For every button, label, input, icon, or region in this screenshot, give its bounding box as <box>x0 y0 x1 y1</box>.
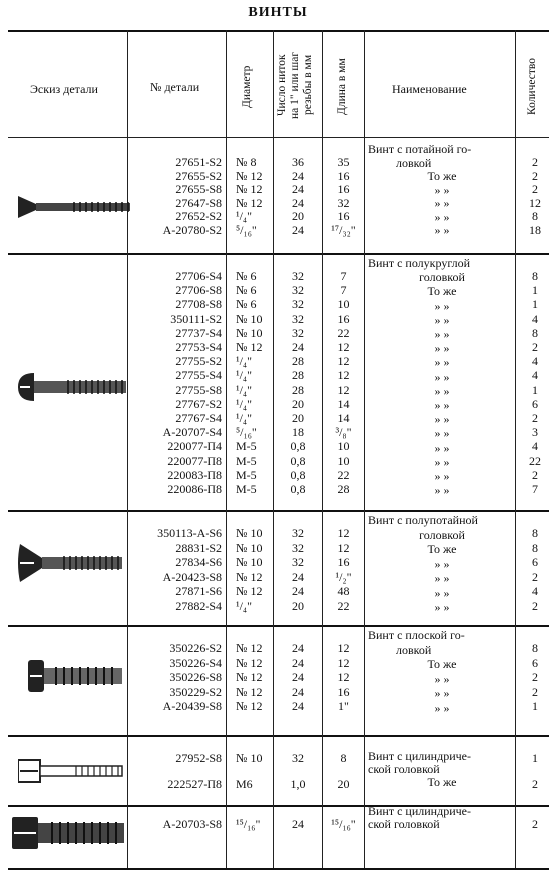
threads-value: 24 <box>292 570 304 584</box>
header-sketch: Эскиз детали <box>30 82 98 96</box>
threads-value: 24 <box>292 584 304 598</box>
part-number: 27708-S8 <box>175 297 222 311</box>
length-value: 12 <box>337 526 350 540</box>
length-value: 22 <box>337 468 350 482</box>
threads-value: 24 <box>292 699 304 713</box>
diameter-value: № 8 <box>236 155 257 169</box>
cylinder-head-screw-icon <box>18 756 126 786</box>
quantity-value: 8 <box>532 541 538 555</box>
quantity-value: 6 <box>532 656 538 670</box>
diameter-value: ¹/₄" <box>236 383 253 397</box>
diameter-value: № 6 <box>236 283 257 297</box>
part-name-line: ловкой <box>396 156 432 170</box>
threads-value: 32 <box>292 526 304 540</box>
length-value: 16 <box>337 169 350 183</box>
threads-value: 32 <box>292 283 304 297</box>
quantity-value: 1 <box>532 283 538 297</box>
quantity-value: 6 <box>532 555 538 569</box>
part-number: 27952-S8 <box>175 751 222 765</box>
length-value: 16 <box>337 685 350 699</box>
part-name-line: То же <box>427 284 457 298</box>
diameter-value: № 10 <box>236 555 263 569</box>
part-number: 220077-П8 <box>167 454 222 468</box>
part-name-line: Винт с цилиндриче- <box>368 804 471 818</box>
threads-value: 28 <box>292 354 304 368</box>
quantity-value: 4 <box>532 354 538 368</box>
part-number: 27871-S6 <box>175 584 222 598</box>
threads-value: 32 <box>292 541 304 555</box>
part-name-line: То же <box>427 542 457 556</box>
round-head-screw-icon <box>18 370 130 404</box>
quantity-value: 8 <box>532 326 538 340</box>
part-name-line: » » <box>434 355 450 369</box>
length-value: 7 <box>340 269 347 283</box>
part-name-line: » » <box>434 426 450 440</box>
part-number: 27737-S4 <box>175 326 222 340</box>
threads-value: 18 <box>292 425 304 439</box>
part-number: А-20439-S8 <box>162 699 222 713</box>
diameter-value: ¹/₄" <box>236 209 253 223</box>
threads-value: 0,8 <box>290 454 306 468</box>
threads-value: 0,8 <box>290 439 306 453</box>
part-name-line: Винт с полукруглой <box>368 256 471 270</box>
threads-value: 32 <box>292 751 304 765</box>
threads-value: 24 <box>292 641 304 655</box>
part-number: 220083-П8 <box>167 468 222 482</box>
quantity-value: 2 <box>532 670 538 684</box>
length-value: 12 <box>337 383 350 397</box>
table-bottom-rule <box>8 868 549 870</box>
part-number: 28831-S2 <box>175 541 222 555</box>
part-name-line: » » <box>434 586 450 600</box>
diameter-value: № 12 <box>236 169 263 183</box>
quantity-value: 8 <box>532 209 538 223</box>
part-name-line: » » <box>434 557 450 571</box>
length-value: 12 <box>337 656 350 670</box>
part-name-line: » » <box>434 672 450 686</box>
quantity-value: 1 <box>532 751 538 765</box>
length-value: ¹⁵/₁₆" <box>331 817 356 831</box>
length-value: 10 <box>337 297 350 311</box>
part-number: 27755-S8 <box>175 383 222 397</box>
length-value: 12 <box>337 340 350 354</box>
header-qty: Количество <box>526 58 538 116</box>
diameter-value: М-5 <box>236 454 257 468</box>
quantity-value: 2 <box>532 777 538 791</box>
length-value: 14 <box>337 411 350 425</box>
part-number: 27755-S2 <box>175 354 222 368</box>
diameter-value: ¹/₄" <box>236 368 253 382</box>
diameter-value: № 6 <box>236 269 257 283</box>
length-value: 35 <box>337 155 350 169</box>
part-name-line: » » <box>434 196 450 210</box>
diameter-value: М-5 <box>236 482 257 496</box>
quantity-value: 6 <box>532 397 538 411</box>
quantity-value: 4 <box>532 312 538 326</box>
group-rule-4 <box>8 735 549 737</box>
length-value: 12 <box>337 354 350 368</box>
threads-value: 24 <box>292 340 304 354</box>
diameter-value: ⁵/₁₆" <box>236 425 257 439</box>
cylinder-head-screw-large-icon <box>12 815 128 851</box>
group-rule-1 <box>8 253 549 255</box>
countersunk-screw-icon <box>14 192 134 222</box>
threads-value: 24 <box>292 182 304 196</box>
part-name-line: То же <box>427 775 457 789</box>
quantity-value: 8 <box>532 269 538 283</box>
length-value: 22 <box>337 599 350 613</box>
quantity-value: 2 <box>532 155 538 169</box>
diameter-value: № 12 <box>236 584 263 598</box>
part-name-line: » » <box>434 327 450 341</box>
length-value: 12 <box>337 368 350 382</box>
threads-value: 24 <box>292 169 304 183</box>
part-number: 350226-S4 <box>169 656 222 670</box>
threads-value: 0,8 <box>290 468 306 482</box>
raised-countersunk-screw-icon <box>14 540 126 586</box>
diameter-value: ¹/₄" <box>236 397 253 411</box>
part-name-line: головкой <box>419 528 465 542</box>
quantity-value: 2 <box>532 169 538 183</box>
part-name-line: » » <box>434 600 450 614</box>
part-number: А-20423-S8 <box>162 570 222 584</box>
threads-value: 24 <box>292 656 304 670</box>
part-name-line: Винт с цилиндриче- <box>368 749 471 763</box>
length-value: 16 <box>337 209 350 223</box>
length-value: 7 <box>340 283 347 297</box>
diameter-value: № 12 <box>236 699 263 713</box>
quantity-value: 12 <box>529 196 541 210</box>
table-top-rule <box>8 30 549 32</box>
part-number: 222527-П8 <box>167 777 222 791</box>
part-name-line: » » <box>434 441 450 455</box>
length-value: 1" <box>338 699 349 713</box>
quantity-value: 7 <box>532 482 538 496</box>
part-name-line: » » <box>434 341 450 355</box>
threads-value: 24 <box>292 196 304 210</box>
length-value: 16 <box>337 555 350 569</box>
diameter-value: № 12 <box>236 570 263 584</box>
part-name-line: » » <box>434 412 450 426</box>
part-name-line: ской головкой <box>368 817 440 831</box>
length-value: ¹⁷/₃₂" <box>331 223 356 237</box>
quantity-value: 8 <box>532 641 538 655</box>
quantity-value: 18 <box>529 223 541 237</box>
part-number: 27706-S8 <box>175 283 222 297</box>
diameter-value: № 12 <box>236 182 263 196</box>
diameter-value: № 12 <box>236 670 263 684</box>
threads-value: 36 <box>292 155 304 169</box>
quantity-value: 2 <box>532 817 538 831</box>
quantity-value: 3 <box>532 425 538 439</box>
length-value: ³/₈" <box>335 425 352 439</box>
threads-value: 32 <box>292 312 304 326</box>
threads-value: 24 <box>292 685 304 699</box>
part-number: А-20780-S2 <box>162 223 222 237</box>
part-name-line: головкой <box>419 270 465 284</box>
quantity-value: 2 <box>532 570 538 584</box>
diameter-value: № 10 <box>236 312 263 326</box>
part-number: 350113-А-S6 <box>157 526 222 540</box>
diameter-value: № 10 <box>236 526 263 540</box>
part-name-line: Винт с потайной го- <box>368 142 472 156</box>
length-value: 16 <box>337 312 350 326</box>
quantity-value: 4 <box>532 439 538 453</box>
header-threads: Число ниток на 1" или шаг резьбы в мм <box>276 51 314 119</box>
quantity-value: 2 <box>532 182 538 196</box>
part-name-line: » » <box>434 299 450 313</box>
part-name-line: Винт с плоской го- <box>368 628 465 642</box>
diameter-value: ⁵/₁₆" <box>236 223 257 237</box>
diameter-value: ¹/₄" <box>236 354 253 368</box>
diameter-value: № 6 <box>236 297 257 311</box>
header-part-no: № детали <box>150 80 200 94</box>
threads-value: 0,8 <box>290 482 306 496</box>
part-number: 27647-S8 <box>175 196 222 210</box>
part-name-line: » » <box>434 455 450 469</box>
header-length: Длина в мм <box>336 58 348 116</box>
quantity-value: 1 <box>532 383 538 397</box>
threads-value: 20 <box>292 599 304 613</box>
flat-head-screw-icon <box>26 656 126 696</box>
quantity-value: 2 <box>532 599 538 613</box>
part-name-line: » » <box>434 483 450 497</box>
diameter-value: № 10 <box>236 326 263 340</box>
threads-value: 24 <box>292 817 304 831</box>
part-number: 350226-S8 <box>169 670 222 684</box>
part-number: 27652-S2 <box>175 209 222 223</box>
part-name-line: » » <box>434 398 450 412</box>
part-number: 27706-S4 <box>175 269 222 283</box>
part-number: 27755-S4 <box>175 368 222 382</box>
length-value: 12 <box>337 541 350 555</box>
group-rule-2 <box>8 510 549 512</box>
part-name-line: » » <box>434 384 450 398</box>
length-value: 20 <box>337 777 350 791</box>
col-divider <box>364 30 365 868</box>
threads-value: 32 <box>292 269 304 283</box>
quantity-value: 2 <box>532 411 538 425</box>
part-name-line: » » <box>434 571 450 585</box>
quantity-value: 22 <box>529 454 541 468</box>
diameter-value: М-5 <box>236 468 257 482</box>
part-number: 350226-S2 <box>169 641 222 655</box>
part-number: 27767-S2 <box>175 397 222 411</box>
length-value: 14 <box>337 397 350 411</box>
diameter-value: ¹/₄" <box>236 411 253 425</box>
part-name-line: ской головкой <box>368 762 440 776</box>
part-name-line: » » <box>434 469 450 483</box>
part-name-line: Винт с полупотайной <box>368 513 478 527</box>
threads-value: 28 <box>292 383 304 397</box>
quantity-value: 4 <box>532 584 538 598</box>
part-number: 27655-S8 <box>175 182 222 196</box>
part-name-line: » » <box>434 370 450 384</box>
part-name-line: То же <box>427 657 457 671</box>
part-number: 27834-S6 <box>175 555 222 569</box>
part-name-line: » » <box>434 223 450 237</box>
threads-value: 20 <box>292 397 304 411</box>
length-value: 8 <box>340 751 347 765</box>
part-name-line: » » <box>434 183 450 197</box>
diameter-value: № 12 <box>236 685 263 699</box>
threads-value: 20 <box>292 209 304 223</box>
diameter-value: ¹⁵/₁₆" <box>236 817 261 831</box>
threads-value: 32 <box>292 326 304 340</box>
part-number: 27882-S4 <box>175 599 222 613</box>
quantity-value: 2 <box>532 685 538 699</box>
part-name-line: То же <box>427 169 457 183</box>
length-value: 32 <box>337 196 350 210</box>
part-number: 27767-S4 <box>175 411 222 425</box>
part-number: 27651-S2 <box>175 155 222 169</box>
part-name-line: » » <box>434 701 450 715</box>
threads-value: 20 <box>292 411 304 425</box>
diameter-value: № 12 <box>236 340 263 354</box>
quantity-value: 4 <box>532 368 538 382</box>
diameter-value: № 10 <box>236 541 263 555</box>
length-value: 48 <box>337 584 350 598</box>
part-number: 350229-S2 <box>169 685 222 699</box>
page-title: ВИНТЫ <box>248 5 308 20</box>
threads-value: 28 <box>292 368 304 382</box>
part-number: 350111-S2 <box>170 312 222 326</box>
quantity-value: 2 <box>532 340 538 354</box>
diameter-value: № 12 <box>236 656 263 670</box>
part-name-line: » » <box>434 313 450 327</box>
length-value: 10 <box>337 454 350 468</box>
header-name: Наименование <box>392 82 467 96</box>
threads-value: 1,0 <box>290 777 306 791</box>
part-number: 27753-S4 <box>175 340 222 354</box>
length-value: 10 <box>337 439 350 453</box>
threads-value: 24 <box>292 223 304 237</box>
length-value: 16 <box>337 182 350 196</box>
diameter-value: № 10 <box>236 751 263 765</box>
part-name-line: ловкой <box>396 643 432 657</box>
quantity-value: 2 <box>532 468 538 482</box>
diameter-value: ¹/₄" <box>236 599 253 613</box>
header-rule <box>8 137 549 138</box>
header-diameter: Диаметр <box>241 65 253 109</box>
part-number: 220077-П4 <box>167 439 222 453</box>
length-value: ¹/₂" <box>335 570 352 584</box>
diameter-value: М6 <box>236 777 253 791</box>
part-number: А-20703-S8 <box>162 817 222 831</box>
length-value: 12 <box>337 641 350 655</box>
threads-value: 32 <box>292 297 304 311</box>
part-number: 27655-S2 <box>175 169 222 183</box>
quantity-value: 1 <box>532 297 538 311</box>
diameter-value: № 12 <box>236 641 263 655</box>
part-number: А-20707-S4 <box>162 425 222 439</box>
diameter-value: № 12 <box>236 196 263 210</box>
threads-value: 24 <box>292 670 304 684</box>
part-name-line: » » <box>434 686 450 700</box>
quantity-value: 8 <box>532 526 538 540</box>
diameter-value: М-5 <box>236 439 257 453</box>
threads-value: 32 <box>292 555 304 569</box>
col-divider <box>226 30 227 868</box>
part-name-line: » » <box>434 210 450 224</box>
length-value: 28 <box>337 482 350 496</box>
length-value: 12 <box>337 670 350 684</box>
quantity-value: 1 <box>532 699 538 713</box>
length-value: 22 <box>337 326 350 340</box>
part-number: 220086-П8 <box>167 482 222 496</box>
group-rule-3 <box>8 625 549 627</box>
